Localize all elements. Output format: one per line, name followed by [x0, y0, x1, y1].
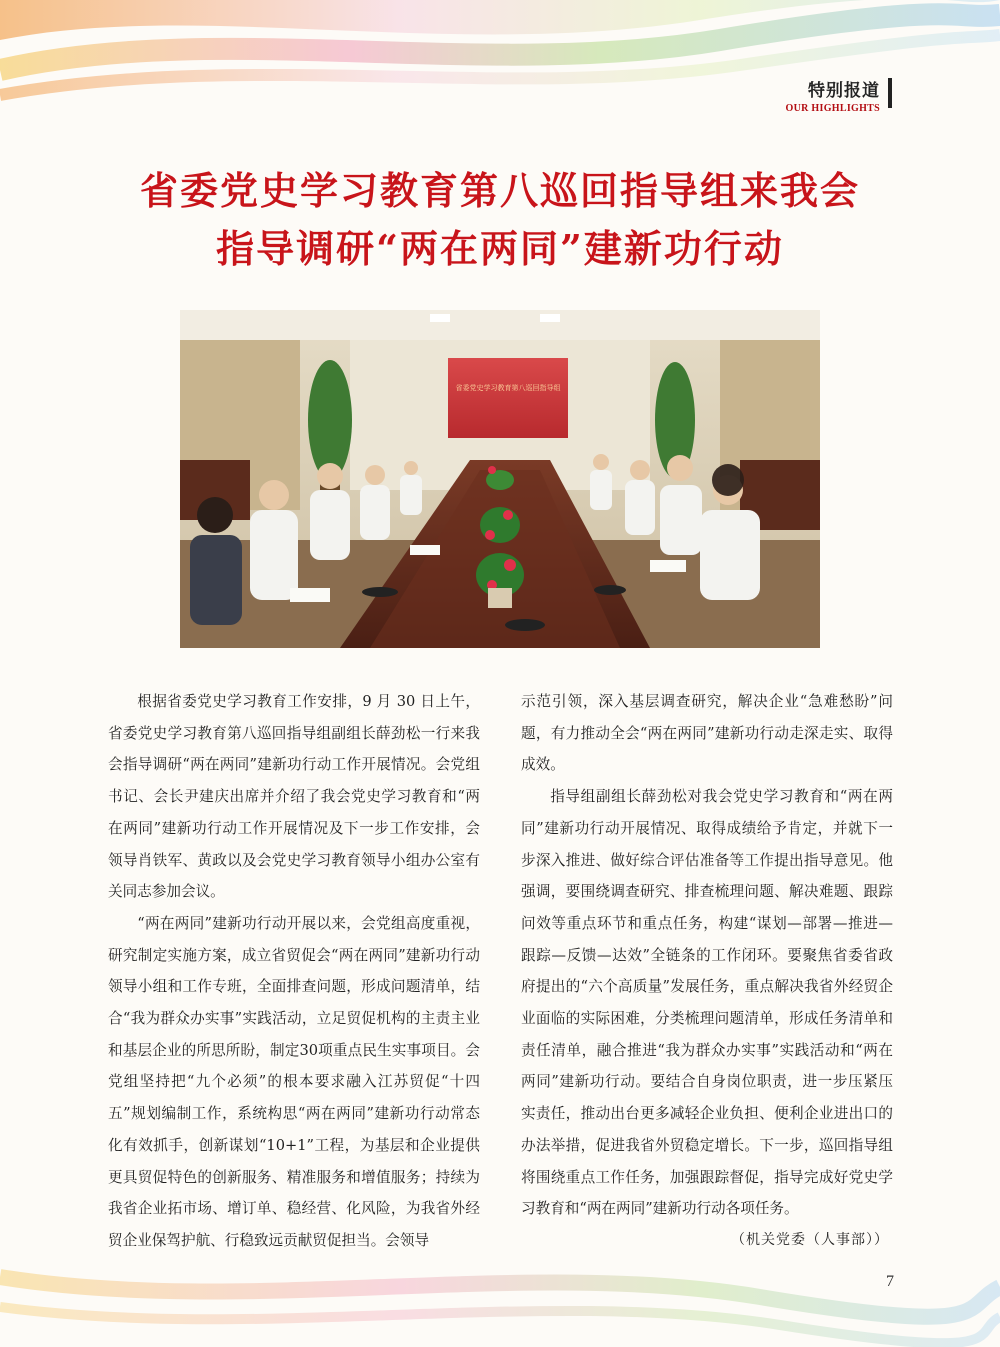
section-label-en: OUR HIGHLIGHTS — [785, 103, 880, 114]
article-title-line-1: 省委党史学习教育第八巡回指导组来我会 — [139, 168, 860, 213]
page-number: 7 — [886, 1273, 894, 1290]
bottom-rainbow-decoration — [0, 1247, 1000, 1347]
section-header-bar — [888, 78, 892, 108]
article-column-left — [108, 686, 480, 1257]
article-title — [60, 162, 940, 278]
meeting-photo — [180, 310, 820, 648]
projection-screen — [448, 358, 568, 438]
section-header — [786, 76, 891, 114]
article-title-line-2: 指导调研“两在两同”建新功行动 — [216, 226, 784, 271]
article-column-right — [521, 686, 893, 1257]
article-paragraph: “两在两同”建新功行动开展以来，会党组高度重视，研究制定实施方案，成立省贸促会“两在两同”建新功行动领导小组和工作专班，全面排查问题，形成问题清单，结合“我为群众办实事”实践活动，立足贸促机构的主责主业和基层企业的所思所盼，制定30项重点民生实事项目。会党组坚持把“九个必须”的根本要求融入江苏贸促“十四五”规划编制工作，系统构思“两在两同”建新功行动常态化有效抓手，创新谋划“10+1”工程，为基层和企业提供更具贸促特色的创新服务、精准服务和增值服务；持续为我省企业拓市场、增订单、稳经营、化风险，为我省外经贸企业保驾护航、行稳致远贡献贸促担当。会领导 — [108, 914, 480, 1249]
article-paragraph: 指导组副组长薛劲松对我会党史学习教育和“两在两同”建新功行动开展情况、取得成绩给予肯定，并就下一步深入推进、做好综合评估准备等工作提出指导意见。他强调，要围绕调查研究、排查梳理问题、解决难题、跟踪问效等重点环节和重点任务，构建“谋划—部署—推进—跟踪—反馈—达效”全链条的工作闭环。要聚焦省委省政府提出的“六个高质量”发展任务，重点解决我省外经贸企业面临的实际困难，分类梳理问题清单，形成任务清单和责任清单，融合推进“我为群众办实事”实践活动和“两在两同”建新功行动。要结合自身岗位职责，进一步压紧压实责任，推动出台更多减轻企业负担、便利企业进出口的办法举措，促进我省外贸稳定增长。下一步，巡回指导组将围绕重点工作任务，加强跟踪督促，指导完成好党史学习教育和“两在两同”建新功行动各项任务。 — [521, 788, 893, 1218]
article-paragraph: 根据省委党史学习教育工作安排，9 月 30 日上午，省委党史学习教育第八巡回指导组副组长薛劲松一行来我会指导调研“两在两同”建新功行动工作开展情况。会党组书记、会长尹建庆出席并介绍了我会党史学习教育和“两在两同”建新功行动工作开展情况及下一步工作安排，会领导肖铁军、黄政以及会党史学习教育领导小组办公室有关同志参加会议。 — [108, 693, 480, 901]
section-label-zh: 特别报道 — [808, 81, 880, 101]
article-signature: （机关党委（人事部）） — [731, 1231, 889, 1248]
projection-screen-text: 省委党史学习教育第八巡回指导组 — [455, 384, 561, 392]
article-paragraph-continued: 示范引领，深入基层调查研究，解决企业“急难愁盼”问题，有力推动全会“两在两同”建新功行动走深走实、取得成效。 — [521, 693, 893, 774]
